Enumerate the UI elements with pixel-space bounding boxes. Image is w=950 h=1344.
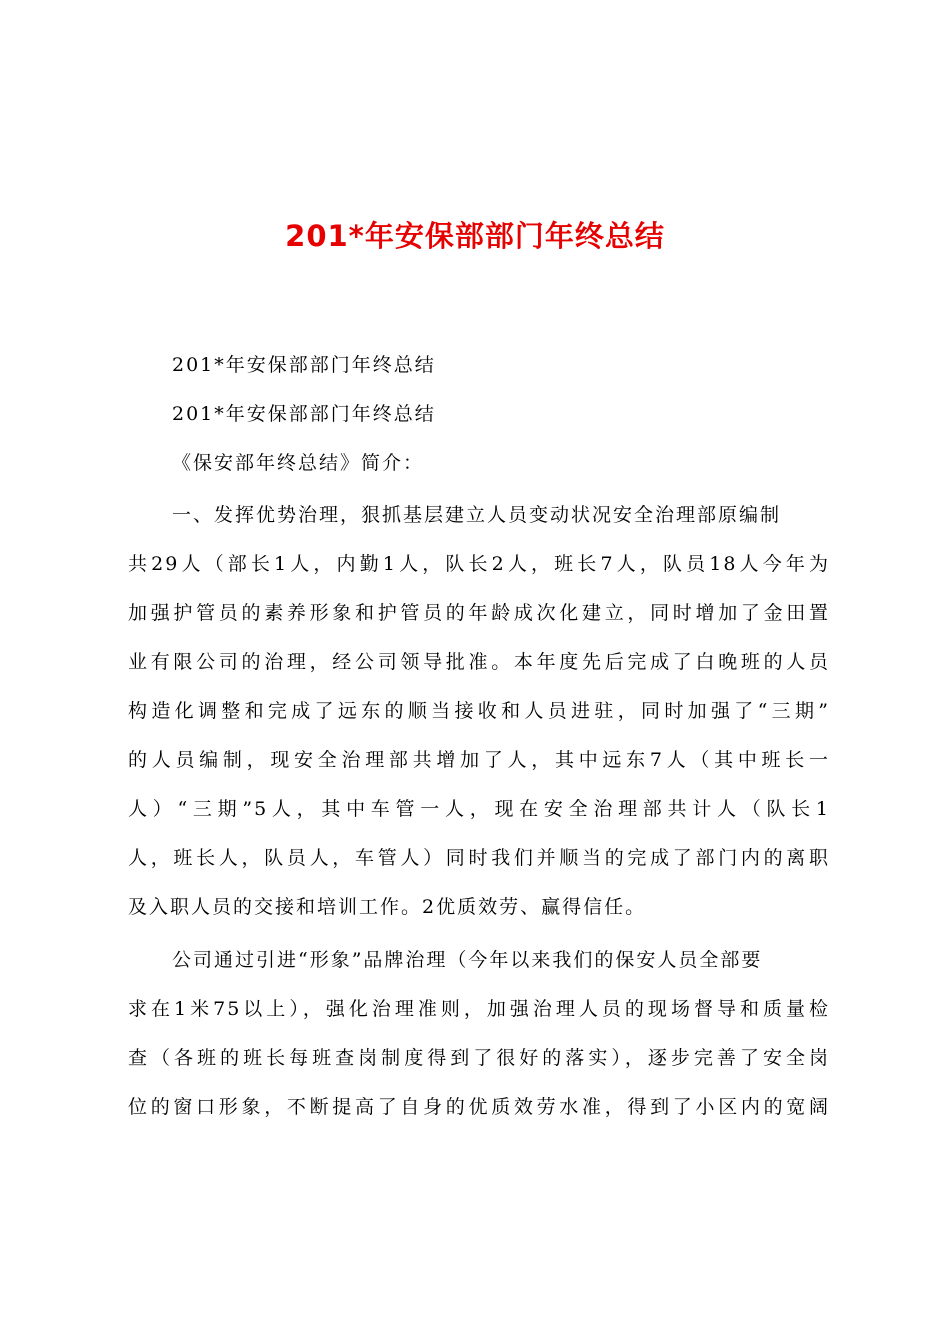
text-line: 共29人（部长1人，内勤1人，队长2人，班长7人，队员18人今年为 [128, 553, 830, 575]
text-line: 公司通过引进“形象”品牌治理（今年以来我们的保安人员全部要 [172, 949, 763, 971]
text-line: 构造化调整和完成了远东的顺当接收和人员进驻，同时加强了“三期” [128, 700, 830, 722]
text-line: 加强护管员的素养形象和护管员的年龄成次化建立，同时增加了金田置 [128, 602, 830, 624]
text-line: 201*年安保部部门年终总结 [172, 403, 436, 425]
text-line: 《保安部年终总结》简介： [172, 452, 425, 474]
text-line: 求在1米75以上），强化治理准则，加强治理人员的现场督导和质量检 [128, 998, 830, 1020]
paragraph-2 [128, 390, 830, 439]
text-line: 及入职人员的交接和培训工作。2优质效劳、赢得信任。 [128, 896, 647, 918]
paragraph-5 [128, 936, 830, 1132]
text-line: 查（各班的班长每班查岗制度得到了很好的落实），逐步完善了安全岗 [128, 1047, 830, 1069]
text-line: 人）“三期”5人，其中车管一人，现在安全治理部共计人（队长1 [128, 798, 830, 820]
document-title: 201*年安保部部门年终总结 [285, 219, 665, 253]
paragraph-1 [128, 341, 830, 390]
paragraph-3 [128, 439, 830, 488]
text-line: 201*年安保部部门年终总结 [172, 354, 436, 376]
text-line: 业有限公司的治理，经公司领导批准。本年度先后完成了白晚班的人员 [128, 651, 830, 673]
text-line: 人，班长人，队员人，车管人）同时我们并顺当的完成了部门内的离职 [128, 847, 830, 869]
text-line: 位的窗口形象，不断提高了自身的优质效劳水准，得到了小区内的宽阔 [128, 1096, 830, 1118]
paragraph-4 [128, 491, 830, 932]
text-line: 的人员编制，现安全治理部共增加了人，其中远东7人（其中班长一 [128, 749, 830, 771]
text-line: 一、发挥优势治理，狠抓基层建立人员变动状况安全治理部原编制 [172, 504, 782, 526]
